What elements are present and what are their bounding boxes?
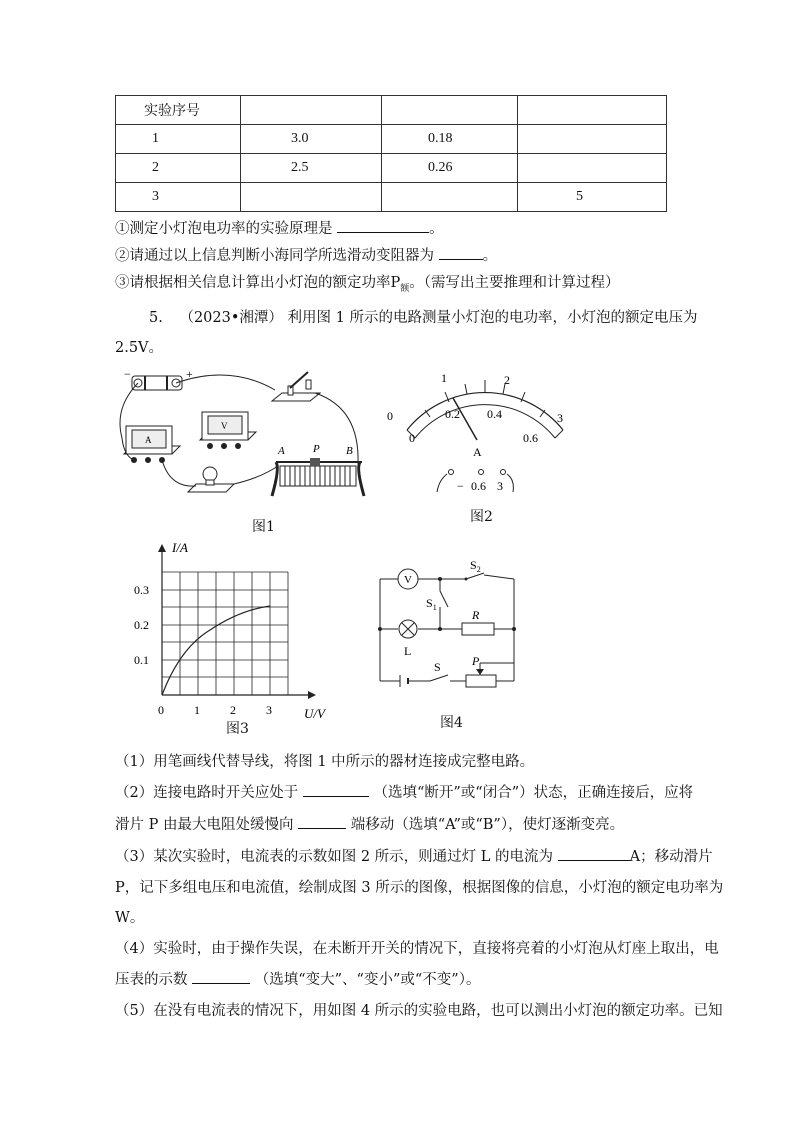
figure-2-caption: 图2: [470, 509, 493, 525]
sub-question-3: [115, 273, 620, 299]
figure-1-apparatus: [110, 368, 375, 508]
battery-plus-label: +: [186, 368, 193, 381]
sub-question-text: ②请通过以上信息判断小海同学所选滑动变阻器为: [115, 248, 434, 264]
table-cell: [518, 154, 667, 183]
problem-number: 5.: [149, 310, 163, 326]
y-axis-arrow: [158, 544, 166, 552]
answer-blank[interactable]: [303, 782, 369, 797]
question-4-line1: （4）实验时，由于操作失误，在未断开开关的情况下，直接将亮着的小灯泡从灯座上取出，电: [115, 941, 719, 957]
table-cell: [382, 183, 518, 212]
rheostat-icon: [272, 458, 364, 496]
ammeter-label: A: [145, 435, 152, 445]
question-text: （2）连接电路时开关应处于: [115, 785, 299, 801]
x-tick-2: 2: [230, 703, 236, 717]
table-cell: [518, 125, 667, 154]
sub-question-text: ③请根据相关信息计算出小灯泡的额定功率P: [115, 275, 401, 291]
problem-5-stem-line2: 2.5V。: [115, 340, 164, 356]
figure-1-caption: 图1: [252, 519, 275, 535]
question-text: （3）某次实验时，电流表的示数如图 2 所示，则通过灯 L 的电流为: [115, 849, 554, 865]
x-tick-3: 3: [266, 703, 272, 717]
table-cell: 5: [518, 183, 667, 212]
y-tick-02: 0.2: [134, 618, 149, 632]
question-text: （选填“断开”或“闭合”）状态，正确连接后，应将: [373, 785, 694, 801]
y-tick-03: 0.3: [134, 583, 149, 597]
battery-icon: [132, 376, 182, 390]
ammeter-icon: [124, 426, 180, 463]
experiment-table: [115, 95, 667, 212]
table-cell: 实验序号: [116, 96, 241, 125]
dial-outer-1: 1: [441, 371, 447, 385]
voltmeter-icon: [200, 412, 256, 449]
table-cell: 0.18: [382, 125, 518, 154]
punctuation: 。: [429, 221, 444, 237]
graph-grid: [162, 572, 288, 695]
table-row: [116, 154, 667, 183]
sub-question-2: [115, 245, 497, 266]
question-1: （1）用笔画线代替导线，将图 1 中所示的器材连接成完整电路。: [115, 754, 535, 770]
figure-2-ammeter-dial: [385, 368, 595, 508]
resistor-icon: [462, 623, 494, 635]
switch-label: S: [434, 660, 441, 674]
sub-question-note: 。（需写出主要推理和计算过程）: [409, 275, 620, 291]
s1-switch-icon: [440, 591, 448, 607]
dial-inner-04: 0.4: [487, 407, 502, 421]
table-cell: 3: [116, 183, 241, 212]
punctuation: 。: [482, 248, 498, 264]
table-cell: [382, 96, 518, 125]
terminal-06: 0.6: [471, 479, 486, 493]
circuit-voltmeter-label: V: [404, 574, 412, 586]
terminal-3: 3: [497, 479, 503, 493]
slider-label: P: [472, 654, 480, 668]
problem-text: 利用图 1 所示的电路测量小灯泡的电功率，小灯泡的额定电压为: [287, 310, 698, 326]
question-2-line1: [115, 782, 693, 803]
table-cell: 0.26: [382, 154, 518, 183]
figure-3-iu-graph: [130, 538, 340, 738]
lamp-icon: [399, 620, 417, 638]
dial-inner-0: 0: [409, 431, 415, 445]
switch-icon: [272, 372, 320, 401]
slider-arrow: [476, 669, 484, 675]
question-2-line2: [115, 814, 624, 835]
answer-blank[interactable]: [298, 814, 346, 829]
table-cell: [241, 183, 382, 212]
question-3-line3: W。: [115, 910, 145, 926]
rheostat-label-a: A: [278, 445, 285, 457]
x-axis-arrow: [308, 691, 316, 699]
dial-unit: A: [473, 445, 482, 459]
lamp-label: L: [404, 644, 412, 658]
table-cell: 1: [116, 125, 241, 154]
battery-icon: [400, 675, 408, 687]
question-text: 压表的示数: [115, 972, 188, 988]
x-tick-1: 1: [194, 703, 200, 717]
x-axis-label: U/V: [304, 706, 325, 721]
s1-label: $S_1$: [426, 596, 437, 612]
voltmeter-label: V: [221, 421, 228, 431]
rheostat-icon: [466, 675, 496, 687]
battery-minus-label: −: [124, 368, 131, 381]
question-text: 端移动（选填“A”或“B”），使灯逐渐变亮。: [350, 817, 625, 833]
sub-question-1: [115, 218, 444, 239]
subscript: 额: [400, 283, 410, 294]
dial-inner-06: 0.6: [523, 431, 538, 445]
question-3-line1: [115, 846, 713, 867]
x-tick-0: 0: [158, 703, 164, 717]
table-cell: 2.5: [241, 154, 382, 183]
y-axis-label: I/A: [172, 540, 188, 555]
figure-4-caption: 图4: [440, 715, 463, 731]
table-cell: [241, 96, 382, 125]
answer-blank[interactable]: [337, 218, 429, 233]
s2-label: $S_2$: [470, 558, 481, 574]
table-header-row: [116, 96, 667, 125]
question-text: A；移动滑片: [629, 849, 713, 865]
question-text: 滑片 P 由最大电阻处缓慢向: [115, 817, 294, 833]
answer-blank[interactable]: [558, 846, 630, 861]
question-4-line2: [115, 969, 480, 990]
answer-blank[interactable]: [439, 245, 483, 260]
table-cell: [518, 96, 667, 125]
dial-outer-0: 0: [387, 409, 393, 423]
table-cell: 2: [116, 154, 241, 183]
bulb-icon: [188, 467, 234, 492]
table-row: [116, 125, 667, 154]
answer-blank[interactable]: [192, 969, 250, 984]
rheostat-label-b: B: [346, 445, 353, 457]
dial-inner-02: 0.2: [445, 407, 460, 421]
resistor-label: R: [472, 608, 480, 622]
s2-switch-icon: [466, 573, 484, 579]
y-tick-01: 0.1: [134, 653, 149, 667]
table-cell: 3.0: [241, 125, 382, 154]
problem-5-stem: [149, 308, 697, 328]
dial-outer-2: 2: [504, 373, 510, 387]
problem-source: （2023•湘潭）: [179, 310, 283, 326]
figure-4-circuit: [370, 555, 530, 705]
figure-3-caption: 图3: [226, 721, 249, 737]
rheostat-label-p: P: [313, 443, 320, 455]
main-switch-icon: [430, 675, 448, 681]
question-5-line1: （5）在没有电流表的情况下，用如图 4 所示的实验电路，也可以测出小灯泡的额定功率。已知: [115, 1003, 723, 1019]
terminal-minus: −: [457, 479, 464, 493]
dial-outer-3: 3: [557, 411, 563, 425]
table-row: [116, 183, 667, 212]
sub-question-text: ①测定小灯泡电功率的实验原理是: [115, 221, 333, 237]
question-text: （选填“变大”、“变小”或“不变”）。: [254, 972, 481, 988]
question-3-line2: P，记下多组电压和电流值，绘制成图 3 所示的图像，根据图像的信息，小灯泡的额定电功率为: [115, 880, 724, 896]
